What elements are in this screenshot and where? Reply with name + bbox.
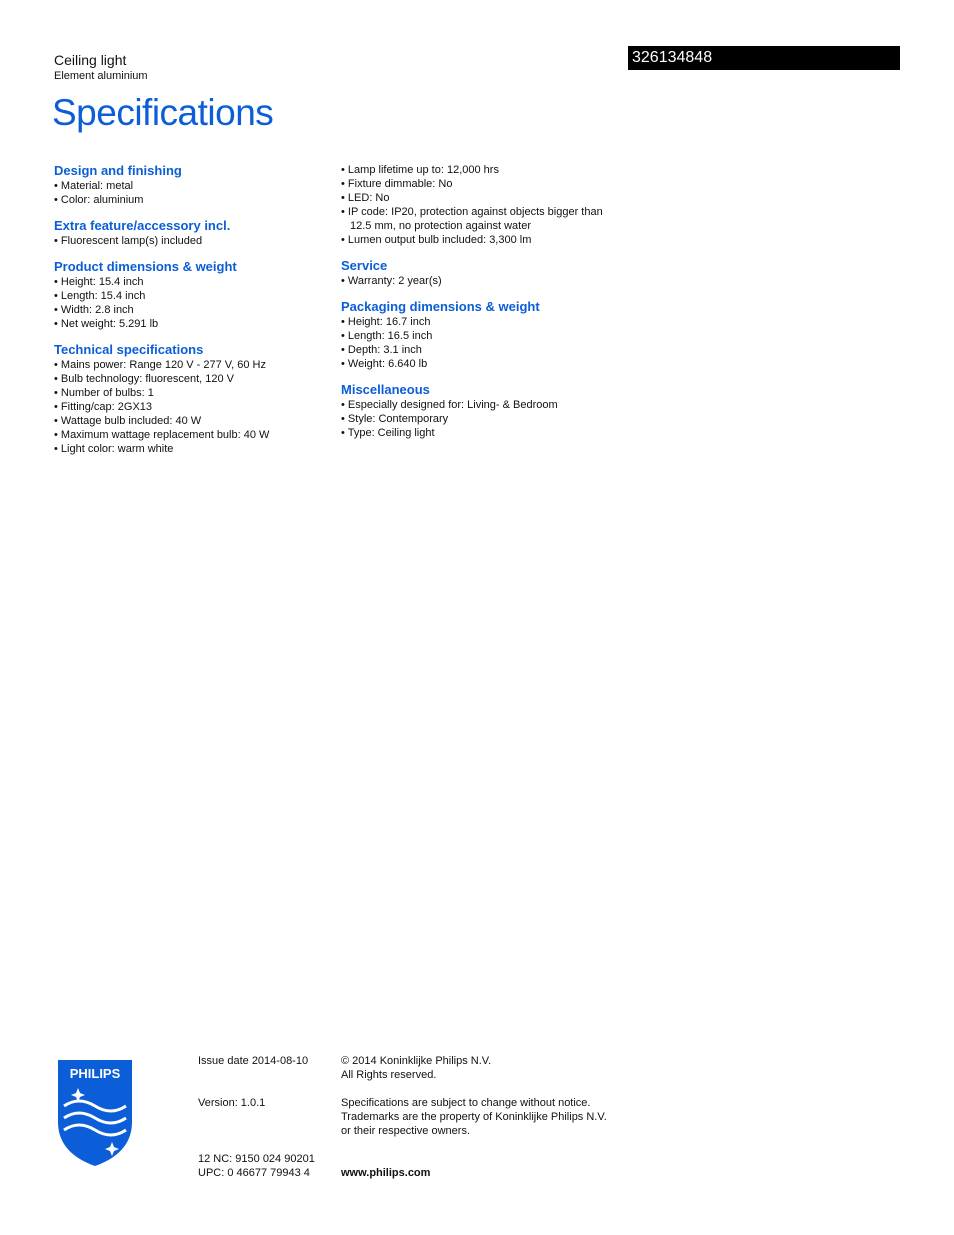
spec-section [54,163,334,207]
spec-column-left [54,163,334,467]
spec-item: • Lumen output bulb included: 3,300 lm [341,233,621,247]
section-title: Product dimensions & weight [54,259,237,274]
spec-item: • Net weight: 5.291 lb [54,317,334,331]
issue-date: Issue date 2014-08-10 [198,1055,309,1067]
spec-list [341,315,621,371]
section-title: Service [341,258,388,273]
spec-section [341,258,621,288]
spec-item: • Type: Ceiling light [341,426,621,440]
footer-legal [341,1054,631,1180]
footer-meta [198,1054,328,1180]
spec-section [341,382,621,440]
spec-item: • Especially designed for: Living- & Bedroom [341,398,621,412]
spec-list [54,234,334,248]
spec-list [341,274,621,288]
philips-logo-icon [54,1056,136,1168]
spec-item: • Fixture dimmable: No [341,177,621,191]
section-title: Extra feature/accessory incl. [54,218,231,233]
spec-item: • Material: metal [54,179,334,193]
notice-line-3: or their respective owners. [341,1125,470,1137]
notice-line-2: Trademarks are the property of Koninklijke Philips N.V. [341,1111,607,1123]
notice-line-1: Specifications are subject to change without notice. [341,1097,591,1109]
spec-item: • Weight: 6.640 lb [341,357,621,371]
spec-item: • Style: Contemporary [341,412,621,426]
spec-item: • Depth: 3.1 inch [341,343,621,357]
spec-item: • Light color: warm white [54,442,334,456]
copyright: © 2014 Koninklijke Philips N.V. [341,1055,492,1067]
spec-list [54,179,334,207]
product-code-bar: 326134848 [628,46,900,70]
spec-item: • Warranty: 2 year(s) [341,274,621,288]
spec-item: • Number of bulbs: 1 [54,386,334,400]
spec-item: • LED: No [341,191,621,205]
spec-section [54,259,334,331]
spec-list [54,358,334,456]
spec-section [341,299,621,371]
spec-column-right [341,163,621,451]
section-title: Technical specifications [54,342,204,357]
page-title: Specifications [52,92,274,133]
product-type: Ceiling light [54,52,127,68]
spec-item: • Height: 16.7 inch [341,315,621,329]
logo-text: PHILIPS [69,1066,121,1081]
section-title: Design and finishing [54,163,182,178]
spec-list [54,275,334,331]
spec-section [341,163,621,247]
spec-item: • Bulb technology: fluorescent, 120 V [54,372,334,386]
product-name: Element aluminium [54,70,148,82]
spec-item: • Lamp lifetime up to: 12,000 hrs [341,163,621,177]
section-title: Miscellaneous [341,382,430,397]
version: Version: 1.0.1 [198,1097,266,1109]
spec-item: • Mains power: Range 120 V - 277 V, 60 Hz [54,358,334,372]
spec-item: • Length: 15.4 inch [54,289,334,303]
spec-item: • Maximum wattage replacement bulb: 40 W [54,428,334,442]
spec-section [54,342,334,456]
spec-item: • Fluorescent lamp(s) included [54,234,334,248]
spec-list [341,398,621,440]
section-title: Packaging dimensions & weight [341,299,540,314]
spec-item: • Color: aluminium [54,193,334,207]
twelve-nc: 12 NC: 9150 024 90201 [198,1153,315,1165]
spec-section [54,218,334,248]
spec-item: • Wattage bulb included: 40 W [54,414,334,428]
upc: UPC: 0 46677 79943 4 [198,1167,310,1179]
spec-item: • Fitting/cap: 2GX13 [54,400,334,414]
rights: All Rights reserved. [341,1069,437,1081]
spec-item: • Height: 15.4 inch [54,275,334,289]
spec-item: • Length: 16.5 inch [341,329,621,343]
website-link[interactable]: www.philips.com [341,1167,431,1179]
spec-item: • Width: 2.8 inch [54,303,334,317]
spec-item: • IP code: IP20, protection against objects bigger than 12.5 mm, no protection against water [341,205,621,233]
spec-list [341,163,621,247]
